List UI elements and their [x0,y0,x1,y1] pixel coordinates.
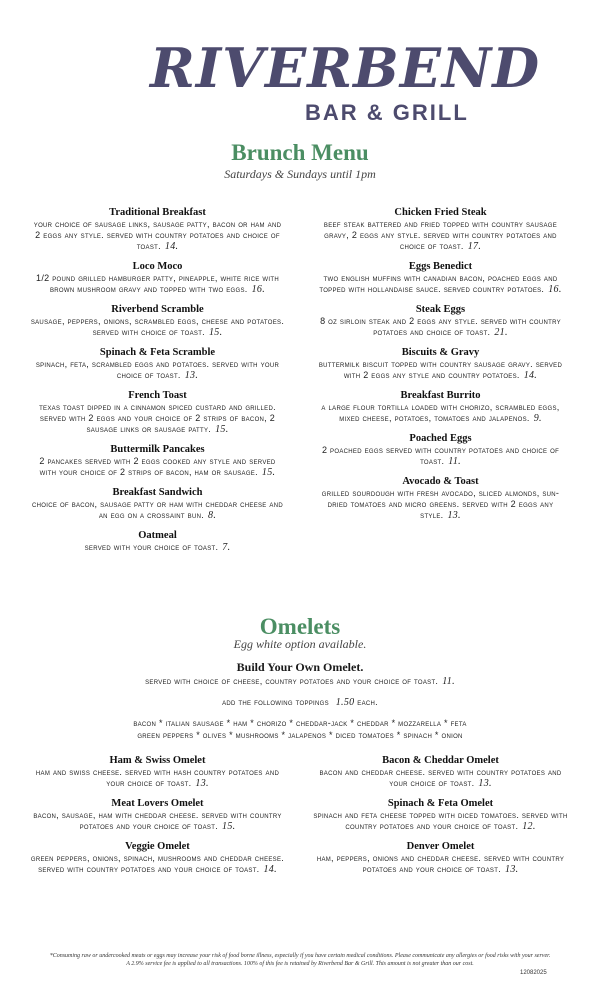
brand-name: RIVERBEND [150,36,541,100]
menu-item-name: Chicken Fried Steak [394,207,487,218]
menu-item-name: Steak Eggs [415,304,466,315]
menu-item-description [30,219,285,252]
menu-item-price: 16. [548,284,562,295]
menu-item-price: 14. [523,370,538,381]
menu-item [30,389,285,435]
menu-item [313,797,568,832]
menu-item-price: 13. [505,864,519,875]
menu-item-description [30,767,285,789]
menu-item-name: Bacon & Cheddar Omelet [382,755,499,766]
menu-item-description [313,219,568,252]
omelets-title: Omelets [259,614,341,639]
menu-item-description [313,445,568,467]
menu-item-desc-text: 1/2 pound grilled hamburger patty, pineapple, white rice with brown mushroom gravy and topped with two eggs. [36,273,279,294]
menu-item-name: Buttermilk Pancakes [110,444,205,455]
menu-item [30,840,285,875]
menu-item-price: 11. [448,456,461,467]
menu-item [30,443,285,478]
menu-item-desc-text: buttermilk biscuit topped with country sausage gravy. served with 2 eggs any style and country potatoes. [318,359,563,380]
menu-item-desc-text: beef steak battered and fried topped with country sausage gravy, 2 eggs any style. served with country potatoes and choice of toast. [323,219,558,251]
menu-item-name: Ham & Swiss Omelet [109,755,206,766]
menu-item-desc-text: a large flour tortilla loaded with chorizo, scrambled eggs, mixed cheese, potatoes, tomatoes and jalapenos. [321,402,560,423]
menu-item-description [30,810,285,832]
menu-item [313,303,568,338]
menu-item-description [313,273,568,295]
menu-item-name: Biscuits & Gravy [401,347,480,358]
menu-item-desc-text: two english muffins with canadian bacon, poached eggs and topped with hollandaise sauce. served country potatoes. [319,273,558,294]
menu-item-desc-text: spinach and feta cheese topped with diced tomatoes. served with country potatoes and your choice of toast. [313,810,568,831]
menu-item-description [30,273,285,295]
menu-item-name: Traditional Breakfast [109,207,206,218]
menu-item-desc-text: sausage, peppers, onions, scrambled eggs, cheese and potatoes. served with choice of toast. [30,316,285,337]
menu-item-desc-text: ham and swiss cheese. served with hash country potatoes and your choice of toast. [35,767,280,788]
menu-item-name: Eggs Benedict [408,261,473,272]
menu-item-name: Breakfast Burrito [400,390,481,401]
menu-item-price: 14. [164,241,179,252]
omelets-left-column [30,754,285,883]
menu-item-description [313,853,568,875]
menu-item-description [30,359,285,381]
menu-item-price: 15. [208,327,223,338]
menu-item-price: 13. [184,370,199,381]
menu-item-price: 8. [208,510,217,521]
menu-item-name: French Toast [128,390,187,401]
menu-item-price: 12. [522,821,536,832]
brunch-right-column [313,206,568,529]
menu-item-description [30,542,285,553]
menu-item-price: 9. [533,413,542,424]
menu-item-description [313,316,568,338]
menu-item [30,529,285,553]
menu-item-name: Denver Omelet [406,841,475,852]
menu-item-price: 15. [215,424,229,435]
menu-item-description [313,767,568,789]
menu-item-desc-text: served with your choice of toast. [84,542,219,552]
menu-item-price: 13. [195,778,209,789]
menu-item [30,346,285,381]
brunch-menu-title: Brunch Menu [231,140,369,165]
menu-item-price: 13. [447,510,461,521]
menu-item-price: 13. [478,778,492,789]
menu-item [313,754,568,789]
menu-item-desc-text: 2 poached eggs served with country potatoes and choice of toast. [321,445,560,466]
menu-item-desc-text: your choice of sausage links, sausage patty, bacon or ham and 2 eggs any style. served with country potatoes and choice of toast. [33,219,282,251]
omelets-subtitle: Egg white option available. [233,637,367,651]
menu-item-price: 15. [222,821,236,832]
menu-item [313,260,568,295]
menu-item-desc-text: choice of bacon, sausage patty or ham with cheddar cheese and an egg on a crossaint bun. [32,499,283,520]
menu-item-name: Oatmeal [138,530,177,541]
menu-item-desc-text: 2 pancakes served with 2 eggs cooked any style and served with your choice of 2 strips of bacon, ham or sausage. [39,456,276,477]
byo-description [30,675,570,688]
menu-item-description [30,402,285,435]
brand-subtitle: BAR & GRILL [305,100,469,125]
menu-item-price: 16. [251,284,265,295]
byo-desc-text: served with choice of cheese, country potatoes and your choice of toast. [145,676,439,686]
menu-item-name: Riverbend Scramble [111,304,204,315]
toppings-intro-text: add the following toppings [222,697,329,707]
menu-item [313,389,568,424]
menu-item-name: Breakfast Sandwich [112,487,203,498]
footer-line-1: *Consuming raw or undercooked meats or eggs may increase your risk of food borne illness, especially if you have certain medical conditions. Please communicate any allergies or food risks with your server. [49,953,551,959]
menu-item [30,206,285,252]
footer-line-2: A 2.9% service fee is applied to all transactions. 100% of this fee is retained by Riverbend Bar & Grill. This amount is not greater than our cost. [126,961,474,967]
menu-item-desc-text: green peppers, onions, spinach, mushrooms and cheddar cheese. served with country potatoes and your choice of toast. [30,853,285,874]
menu-item [313,432,568,467]
menu-item-price: 15. [261,467,276,478]
menu-item-desc-text: bacon, sausage, ham with cheddar cheese. served with country potatoes and your choice of toast. [33,810,282,831]
menu-item-desc-text: texas toast dipped in a cinnamon spiced custard and grilled. served with 2 eggs and your choice of 2 strips of bacon, 2 sausage links or sausage patty. [39,402,276,434]
menu-item-name: Spinach & Feta Scramble [99,347,216,358]
build-your-own-omelet [30,660,570,741]
omelets-right-column [313,754,568,883]
brunch-left-column [30,206,285,561]
menu-item-description [30,316,285,338]
menu-item-name: Loco Moco [132,261,183,272]
menu-item-desc-text: grilled sourdough with fresh avocado, sliced almonds, sun-dried tomatoes and micro greens. served with 2 eggs any style. [321,488,560,520]
menu-item-description [30,499,285,521]
menu-item [313,346,568,381]
brand-logo [0,30,600,130]
toppings-each: each. [357,697,378,707]
menu-item-description [30,853,285,875]
menu-item-desc-text: spinach, feta, scrambled eggs and potatoes. served with your choice of toast. [35,359,280,380]
toppings-list-2: green peppers * olives * mushrooms * jalapenos * diced tomatoes * spinach * onion [137,730,463,740]
byo-toppings-intro [30,696,570,709]
menu-item-price: 14. [263,864,277,875]
footer-code: 12082025 [520,970,547,976]
brunch-menu-subtitle: Saturdays & Sundays until 1pm [224,167,376,181]
menu-item [30,797,285,832]
menu-item-price: 17. [467,241,482,252]
menu-item-name: Avocado & Toast [402,476,479,487]
menu-item-description [313,488,568,521]
menu-item-price: 21. [494,327,508,338]
menu-item-desc-text: ham, peppers, onions and cheddar cheese. served with country potatoes and your choice of toast. [316,853,565,874]
menu-item [313,206,568,252]
menu-item [313,840,568,875]
menu-item-description [313,810,568,832]
menu-item [30,486,285,521]
toppings-list-1: bacon * italian sausage * ham * chorizo * cheddar-jack * cheddar * mozzarella * feta [133,718,467,728]
menu-item-name: Veggie Omelet [125,841,190,852]
menu-item-price: 7. [222,542,231,553]
menu-item-description [313,402,568,424]
menu-item [30,260,285,295]
toppings-price: 1.50 [335,697,355,708]
byo-name: Build Your Own Omelet. [236,660,364,674]
footer-disclaimer [10,952,590,968]
menu-item [313,475,568,521]
menu-item-desc-text: bacon and cheddar cheese. served with country potatoes and your choice of toast. [319,767,562,788]
menu-item-name: Meat Lovers Omelet [111,798,204,809]
menu-item-desc-text: 8 oz sirloin steak and 2 eggs any style. served with country potatoes and choice of toast. [320,316,561,337]
menu-item-description [30,456,285,478]
menu-item [30,754,285,789]
byo-price: 11. [442,676,455,687]
menu-item-name: Spinach & Feta Omelet [387,798,494,809]
menu-item-description [313,359,568,381]
menu-item [30,303,285,338]
menu-item-name: Poached Eggs [409,433,472,444]
